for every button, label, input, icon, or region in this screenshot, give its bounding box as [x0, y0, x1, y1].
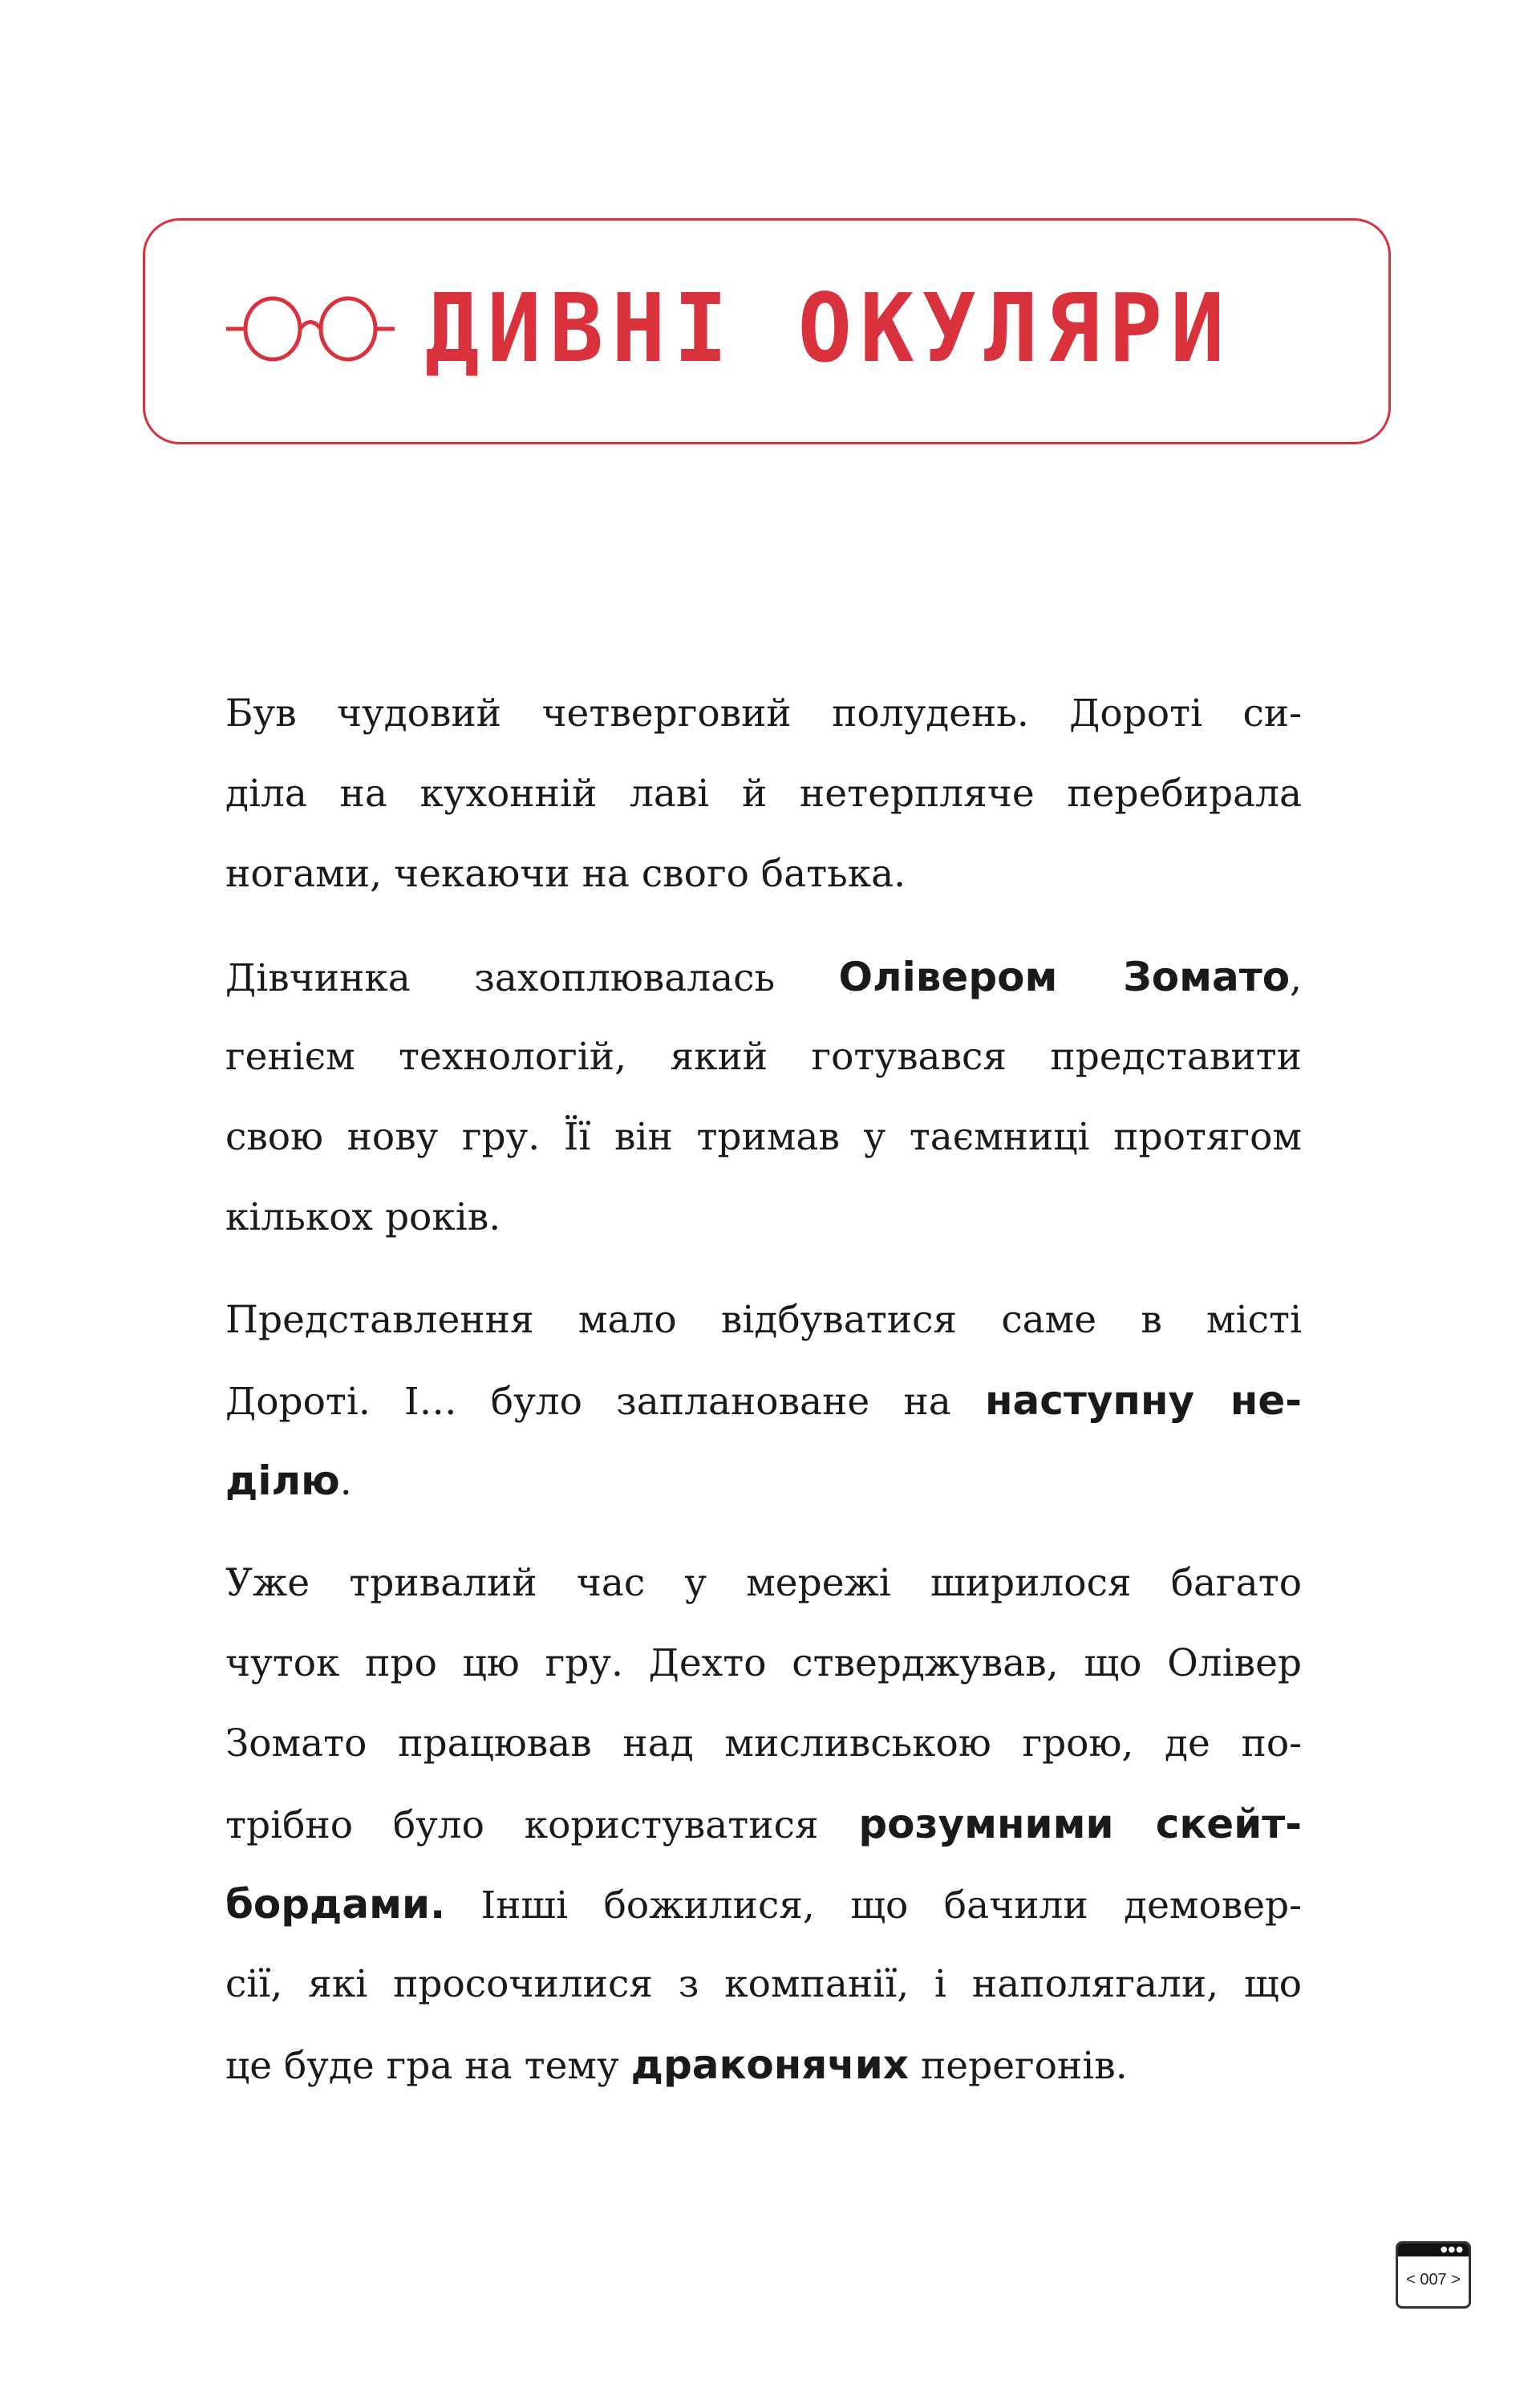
- text-line: [225, 1441, 1302, 1521]
- text-segment: Уже тривалий час у мережі ширилося багато: [225, 1561, 1302, 1605]
- paragraph: [225, 937, 1302, 1258]
- text-segment: це буде гра на тему: [225, 2044, 631, 2088]
- text-line: [225, 937, 1302, 1017]
- text-segment: перегонів.: [909, 2044, 1128, 2088]
- text-line: [225, 1360, 1302, 1441]
- text-line: [225, 1280, 1302, 1360]
- text-line: [225, 1017, 1302, 1097]
- text-segment: Дівчинка захоплювалась: [225, 956, 839, 1000]
- text-segment: генієм технологій, який готувався представити: [225, 1035, 1302, 1079]
- bold-text: Олівером Зомато: [838, 954, 1291, 1000]
- text-line: [225, 1784, 1302, 1864]
- text-segment: кількох років.: [225, 1195, 501, 1239]
- bold-text: розумними скейт-: [858, 1801, 1302, 1847]
- chapter-title: ДИВНІ ОКУЛЯРИ: [425, 274, 1233, 384]
- text-segment: Представлення мало відбуватися саме в місті: [225, 1298, 1302, 1342]
- bold-text: драконячих: [630, 2041, 910, 2088]
- text-segment: Зомато працював над мисливською грою, де по-: [225, 1721, 1302, 1766]
- paragraph: [225, 674, 1302, 914]
- text-line: [225, 1624, 1302, 1704]
- paragraph: [225, 1280, 1302, 1521]
- text-line: [225, 1543, 1302, 1624]
- text-line: [225, 754, 1302, 834]
- text-segment: ногами, чекаючи на свого батька.: [225, 852, 906, 896]
- bold-text: ділю: [225, 1458, 340, 1504]
- paragraph: [225, 1543, 1302, 2105]
- page-number: < 007 >: [1406, 2271, 1461, 2289]
- text-line: [225, 1178, 1302, 1258]
- text-line: [225, 1704, 1302, 1784]
- text-segment: .: [339, 1460, 352, 1504]
- text-line: [225, 2025, 1302, 2105]
- text-line: [225, 674, 1302, 754]
- text-line: [225, 1097, 1302, 1178]
- text-segment: сії, які просочилися з компанії, і наполягали, що: [225, 1962, 1302, 2006]
- text-segment: Інші божилися, що бачили демовер-: [445, 1883, 1302, 1928]
- glasses-icon: [225, 293, 396, 365]
- text-segment: діла на кухонній лаві й нетерпляче перебирала: [225, 772, 1302, 816]
- page-number-badge: [1396, 2241, 1471, 2309]
- text-segment: Був чудовий четверговий полудень. Дороті си-: [225, 691, 1302, 736]
- text-line: [225, 1944, 1302, 2025]
- bold-text: наступну не-: [984, 1377, 1302, 1424]
- browser-window-icon: ●●●: [1398, 2244, 1469, 2256]
- text-segment: чуток про цю гру. Дехто стверджував, що Олівер: [225, 1641, 1302, 1685]
- bold-text: бордами.: [225, 1881, 446, 1928]
- text-line: [225, 834, 1302, 914]
- text-line: [225, 1864, 1302, 1944]
- text-segment: Дороті. І… було заплановане на: [225, 1380, 985, 1424]
- story-text: [225, 674, 1302, 2127]
- text-segment: свою нову гру. Її він тримав у таємниці протягом: [225, 1115, 1302, 1159]
- text-segment: ,: [1290, 956, 1302, 1000]
- text-segment: трібно було користуватися: [225, 1803, 859, 1847]
